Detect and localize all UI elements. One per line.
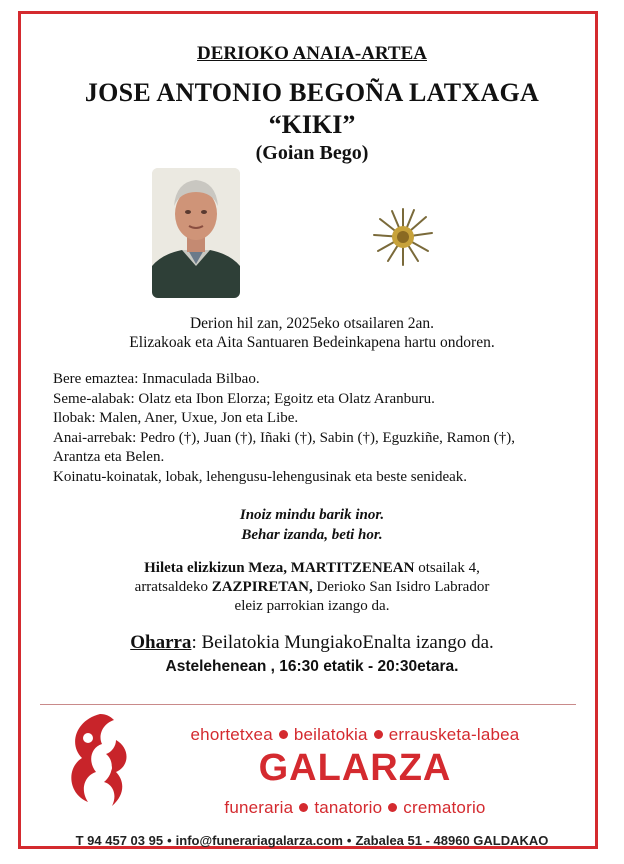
family-line: Ilobak: Malen, Aner, Uxue, Jon eta Libe.: [53, 410, 299, 426]
galarza-logo-icon: [58, 710, 142, 814]
deceased-name: JOSE ANTONIO BEGOÑA LATXAGA: [84, 78, 540, 107]
quote-line: Behar izanda, beti hor.: [241, 527, 383, 543]
bullet-dot-icon: [374, 730, 383, 739]
thistle-flower-icon: [370, 207, 436, 267]
family-line: Bere emaztea: Inmaculada Bilbao.: [53, 371, 260, 387]
funeral-text: eleiz parrokian izango da.: [234, 598, 390, 614]
family-line: Anai-arrebak: Pedro (†), Juan (†), Iñaki (†), Sabin (†), Eguzkiñe, Ramon (†),: [53, 429, 515, 446]
wake-hours: Astelehenean , 16:30 etatik - 20:30etara.: [165, 658, 459, 675]
death-date-line: Derion hil zan, 2025eko otsailaren 2an.: [189, 315, 435, 332]
family-line: Seme-alabak: Olatz eta Ibon Elorza; Egoitz eta Olatz Aranburu.: [53, 390, 435, 407]
contact-footer: [0, 833, 624, 848]
funeral-text: Hileta elizkizun Meza,: [144, 560, 291, 576]
bullet-dot-icon: [388, 803, 397, 812]
portrait-photo: [152, 168, 240, 298]
funeral-date: otsailak 4,: [414, 560, 480, 576]
funeral-day: MARTITZENEAN: [290, 560, 415, 576]
note-label: Oharra: [130, 632, 192, 653]
service-label: ehortetxea: [190, 725, 273, 744]
sacraments-line: Elizakoak eta Aita Santuaren Bedeinkapena hartu ondoren.: [129, 334, 495, 351]
funeral-service-info: [0, 559, 624, 616]
service-label: tanatorio: [314, 798, 383, 817]
service-label: funeraria: [224, 798, 294, 817]
note-text: : Beilatokia MungiakoEnalta izango da.: [191, 632, 494, 653]
wake-note: [0, 632, 624, 654]
service-label: crematorio: [403, 798, 486, 817]
quote-line: Inoiz mindu barik inor.: [239, 507, 385, 523]
phone-number: T 94 457 03 95: [75, 833, 164, 848]
tagline-basque: [140, 725, 570, 745]
service-label: errausketa-labea: [388, 725, 520, 744]
email-address: info@funerariagalarza.com: [175, 833, 343, 848]
tagline-spanish: [140, 798, 570, 818]
family-line: Koinatu-koinatak, lobak, lehengusu-lehengusinak eta beste senideak.: [53, 468, 468, 485]
funeral-text: arratsaldeko: [134, 579, 212, 595]
death-notice: [0, 314, 624, 352]
postal-address: Zabalea 51 - 48960 GALDAKAO: [355, 833, 549, 848]
goian-bego-text: (Goian Bego): [255, 142, 369, 164]
service-label: beilatokia: [293, 725, 368, 744]
funeral-time: ZAZPIRETAN,: [211, 579, 313, 595]
organization-heading: DERIOKO ANAIA-ARTEA: [197, 43, 427, 64]
memorial-quote: [0, 505, 624, 545]
bullet-icon: •: [167, 833, 172, 848]
bullet-icon: •: [346, 833, 352, 848]
deceased-nickname: “KIKI”: [268, 110, 356, 139]
bullet-dot-icon: [299, 803, 308, 812]
bullet-dot-icon: [279, 730, 288, 739]
brand-name: GALARZA: [258, 747, 452, 789]
funeral-church: Derioko San Isidro Labrador: [312, 579, 490, 595]
family-line: Arantza eta Belen.: [53, 449, 165, 465]
divider: [40, 704, 576, 705]
family-list: [53, 370, 573, 487]
